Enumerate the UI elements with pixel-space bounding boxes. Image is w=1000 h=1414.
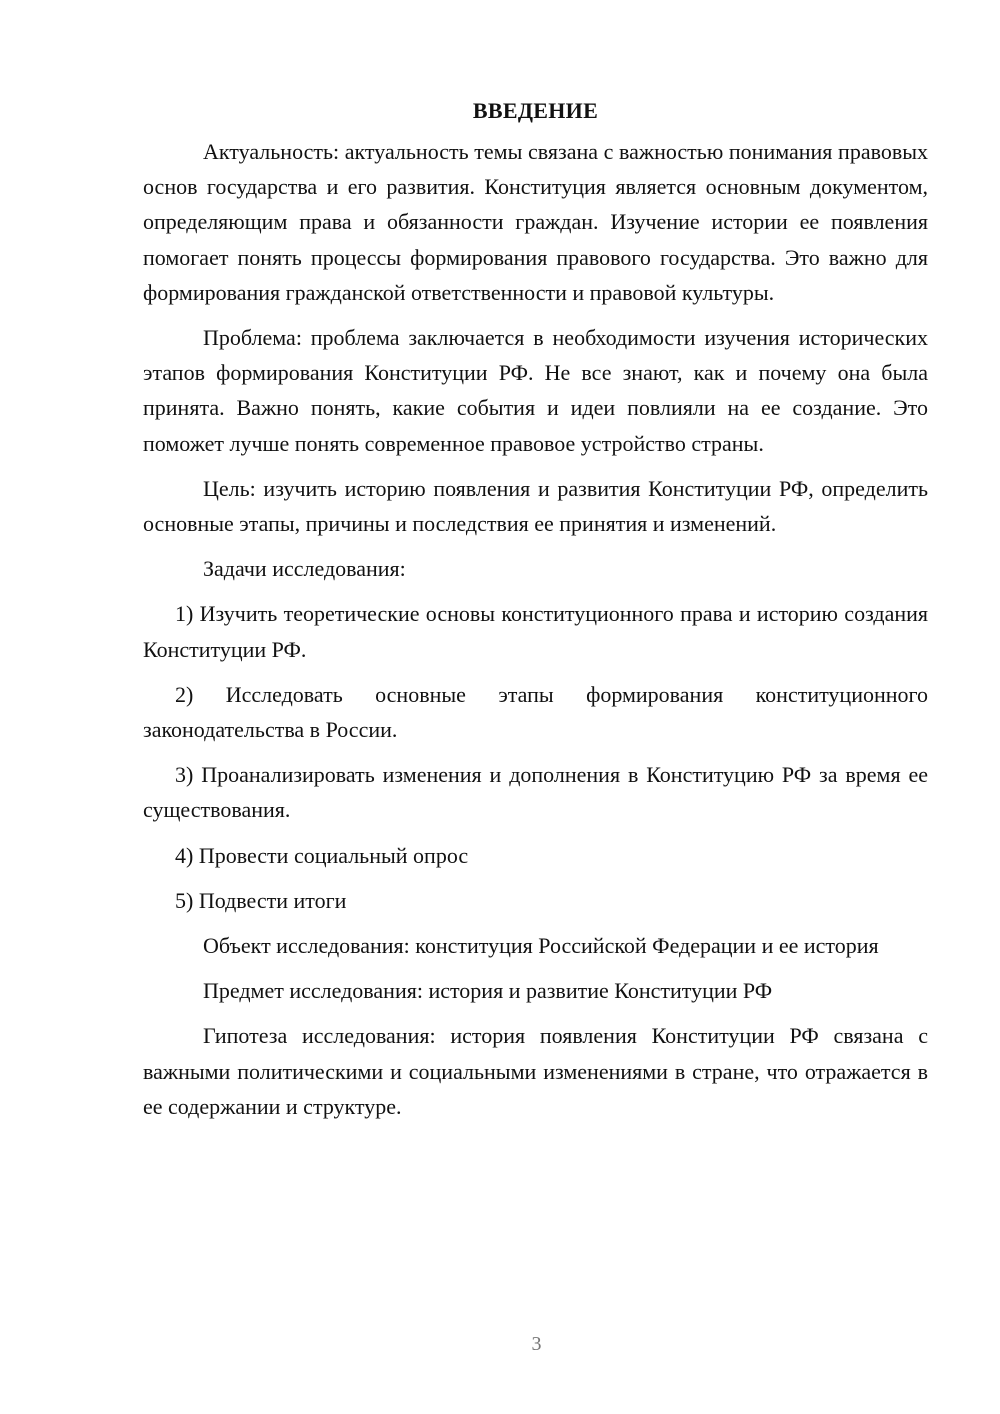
task-item-3: 3) Проанализировать изменения и дополнения в Конституцию РФ за время ее существования. — [143, 762, 928, 823]
task-item-1: 1) Изучить теоретические основы конституционного права и историю создания Конституции РФ. — [143, 601, 928, 662]
page-title: ВВЕДЕНИЕ — [472, 98, 599, 123]
paragraph-object: Объект исследования: конституция Российской Федерации и ее история — [203, 933, 879, 959]
paragraph-goal: Цель: изучить историю появления и развития Конституции РФ, определить основные этапы, причины и последствия ее принятия и изменений. — [143, 475, 928, 537]
task-item-2: 2) Исследовать основные этапы формирования конституционного законодательства в России. — [143, 681, 928, 743]
paragraph-subject: Предмет исследования: история и развитие Конституции РФ — [203, 978, 773, 1004]
paragraph-relevance: Актуальность: актуальность темы связана с важностью понимания правовых основ государства и его развития. Конституция является основным документом, определяющим права и обязанности граждан. Изучение истории ее появления помогает понять процессы формирования правового государства. Это важно для формирования гражданской ответственности и правовой культуры. — [143, 139, 928, 305]
task-item-5: 5) Подвести итоги — [175, 887, 347, 913]
page-number: 3 — [531, 1333, 542, 1355]
document-page — [143, 96, 928, 1134]
paragraph-tasks-heading: Задачи исследования: — [203, 556, 406, 582]
task-item-4: 4) Провести социальный опрос — [175, 842, 469, 868]
paragraph-problem: Проблема: проблема заключается в необходимости изучения исторических этапов формирования Конституции РФ. Не все знают, как и почему она была принята. Важно понять, какие события и идеи повлияли на ее создание. Это поможет лучше понять современное правовое устройство страны. — [143, 325, 928, 456]
paragraph-hypothesis: Гипотеза исследования: история появления Конституции РФ связана с важными политическими и социальными изменениями в стране, что отражается в ее содержании и структуре. — [143, 1023, 928, 1119]
